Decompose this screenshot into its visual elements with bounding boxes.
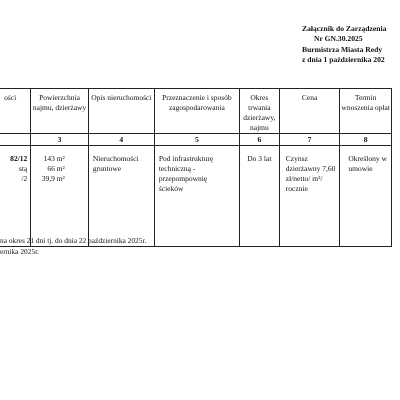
header-line-attachment: Załącznik do Zarządzenia xyxy=(302,24,387,33)
cell-price xyxy=(279,146,340,247)
header-cell-price: Cena xyxy=(279,89,340,134)
header-line-number: Nr GN.30.2025 xyxy=(314,34,363,44)
area-value: 66 m² xyxy=(47,164,65,173)
cell-payment-term xyxy=(340,146,392,247)
header-cell-description: Opis nieruchomości xyxy=(88,89,154,134)
header-cell-area: Powierzchnia najmu, dzierżawy xyxy=(31,89,89,134)
column-number: 5 xyxy=(154,134,239,146)
table-header-row xyxy=(0,89,392,134)
footer-date-fragment: ernika 2025r. xyxy=(0,247,39,256)
plot-number: 82/12 xyxy=(10,154,28,163)
cell-line: Pod infrastrukturę xyxy=(158,154,214,163)
cell-line: zł/netto/ m²/ xyxy=(285,174,323,183)
cell-line: rocznie xyxy=(285,184,308,193)
column-number: 4 xyxy=(88,134,154,146)
header-cell-period: Okres trwania dzierżawy, najmu xyxy=(239,89,279,134)
cell-line: techniczną - xyxy=(158,164,196,173)
cell-line: Czynsz xyxy=(285,154,308,163)
cell-line: przepompownię xyxy=(158,174,208,183)
cell-description xyxy=(88,146,154,247)
cell-line: dzierżawny 7,60 xyxy=(285,164,336,173)
column-number xyxy=(0,134,31,146)
column-number: 6 xyxy=(239,134,279,146)
column-number-row xyxy=(0,134,392,146)
header-cell-payment-term: Termin wnoszenia opłat xyxy=(340,89,392,134)
cell-line: gruntowe xyxy=(92,164,122,173)
column-number: 8 xyxy=(340,134,392,146)
cell-area xyxy=(31,146,89,247)
cell-line: umowie xyxy=(348,164,373,173)
column-number: 3 xyxy=(31,134,89,146)
cell-line: /2 xyxy=(21,174,28,183)
cell-line: Do 3 lat xyxy=(247,154,272,163)
header-cell-purpose: Przeznaczenie i sposób zagospodarowania xyxy=(154,89,239,134)
cell-plot-partial xyxy=(0,146,31,247)
table-row xyxy=(0,146,392,247)
cell-purpose xyxy=(154,146,239,247)
cell-line: Nieruchomości xyxy=(92,154,139,163)
header-line-date: z dnia 1 października 202 xyxy=(302,55,385,65)
header-cell-partial: ości xyxy=(0,89,31,134)
column-number: 7 xyxy=(279,134,340,146)
cell-line: Określony w xyxy=(348,154,387,163)
document-header xyxy=(290,24,400,66)
cell-line: ścieków xyxy=(158,184,184,193)
cell-line: stą xyxy=(18,164,28,173)
footer-posting-period: na okres 21 dni tj. do dnia 22 października 2025r. xyxy=(0,236,147,245)
area-value: 39,9 m² xyxy=(41,174,65,183)
property-table xyxy=(0,88,392,247)
cell-period xyxy=(239,146,279,247)
header-line-issuer: Burmistrza Miasta Redy xyxy=(302,44,383,54)
area-value: 143 m² xyxy=(43,154,65,163)
